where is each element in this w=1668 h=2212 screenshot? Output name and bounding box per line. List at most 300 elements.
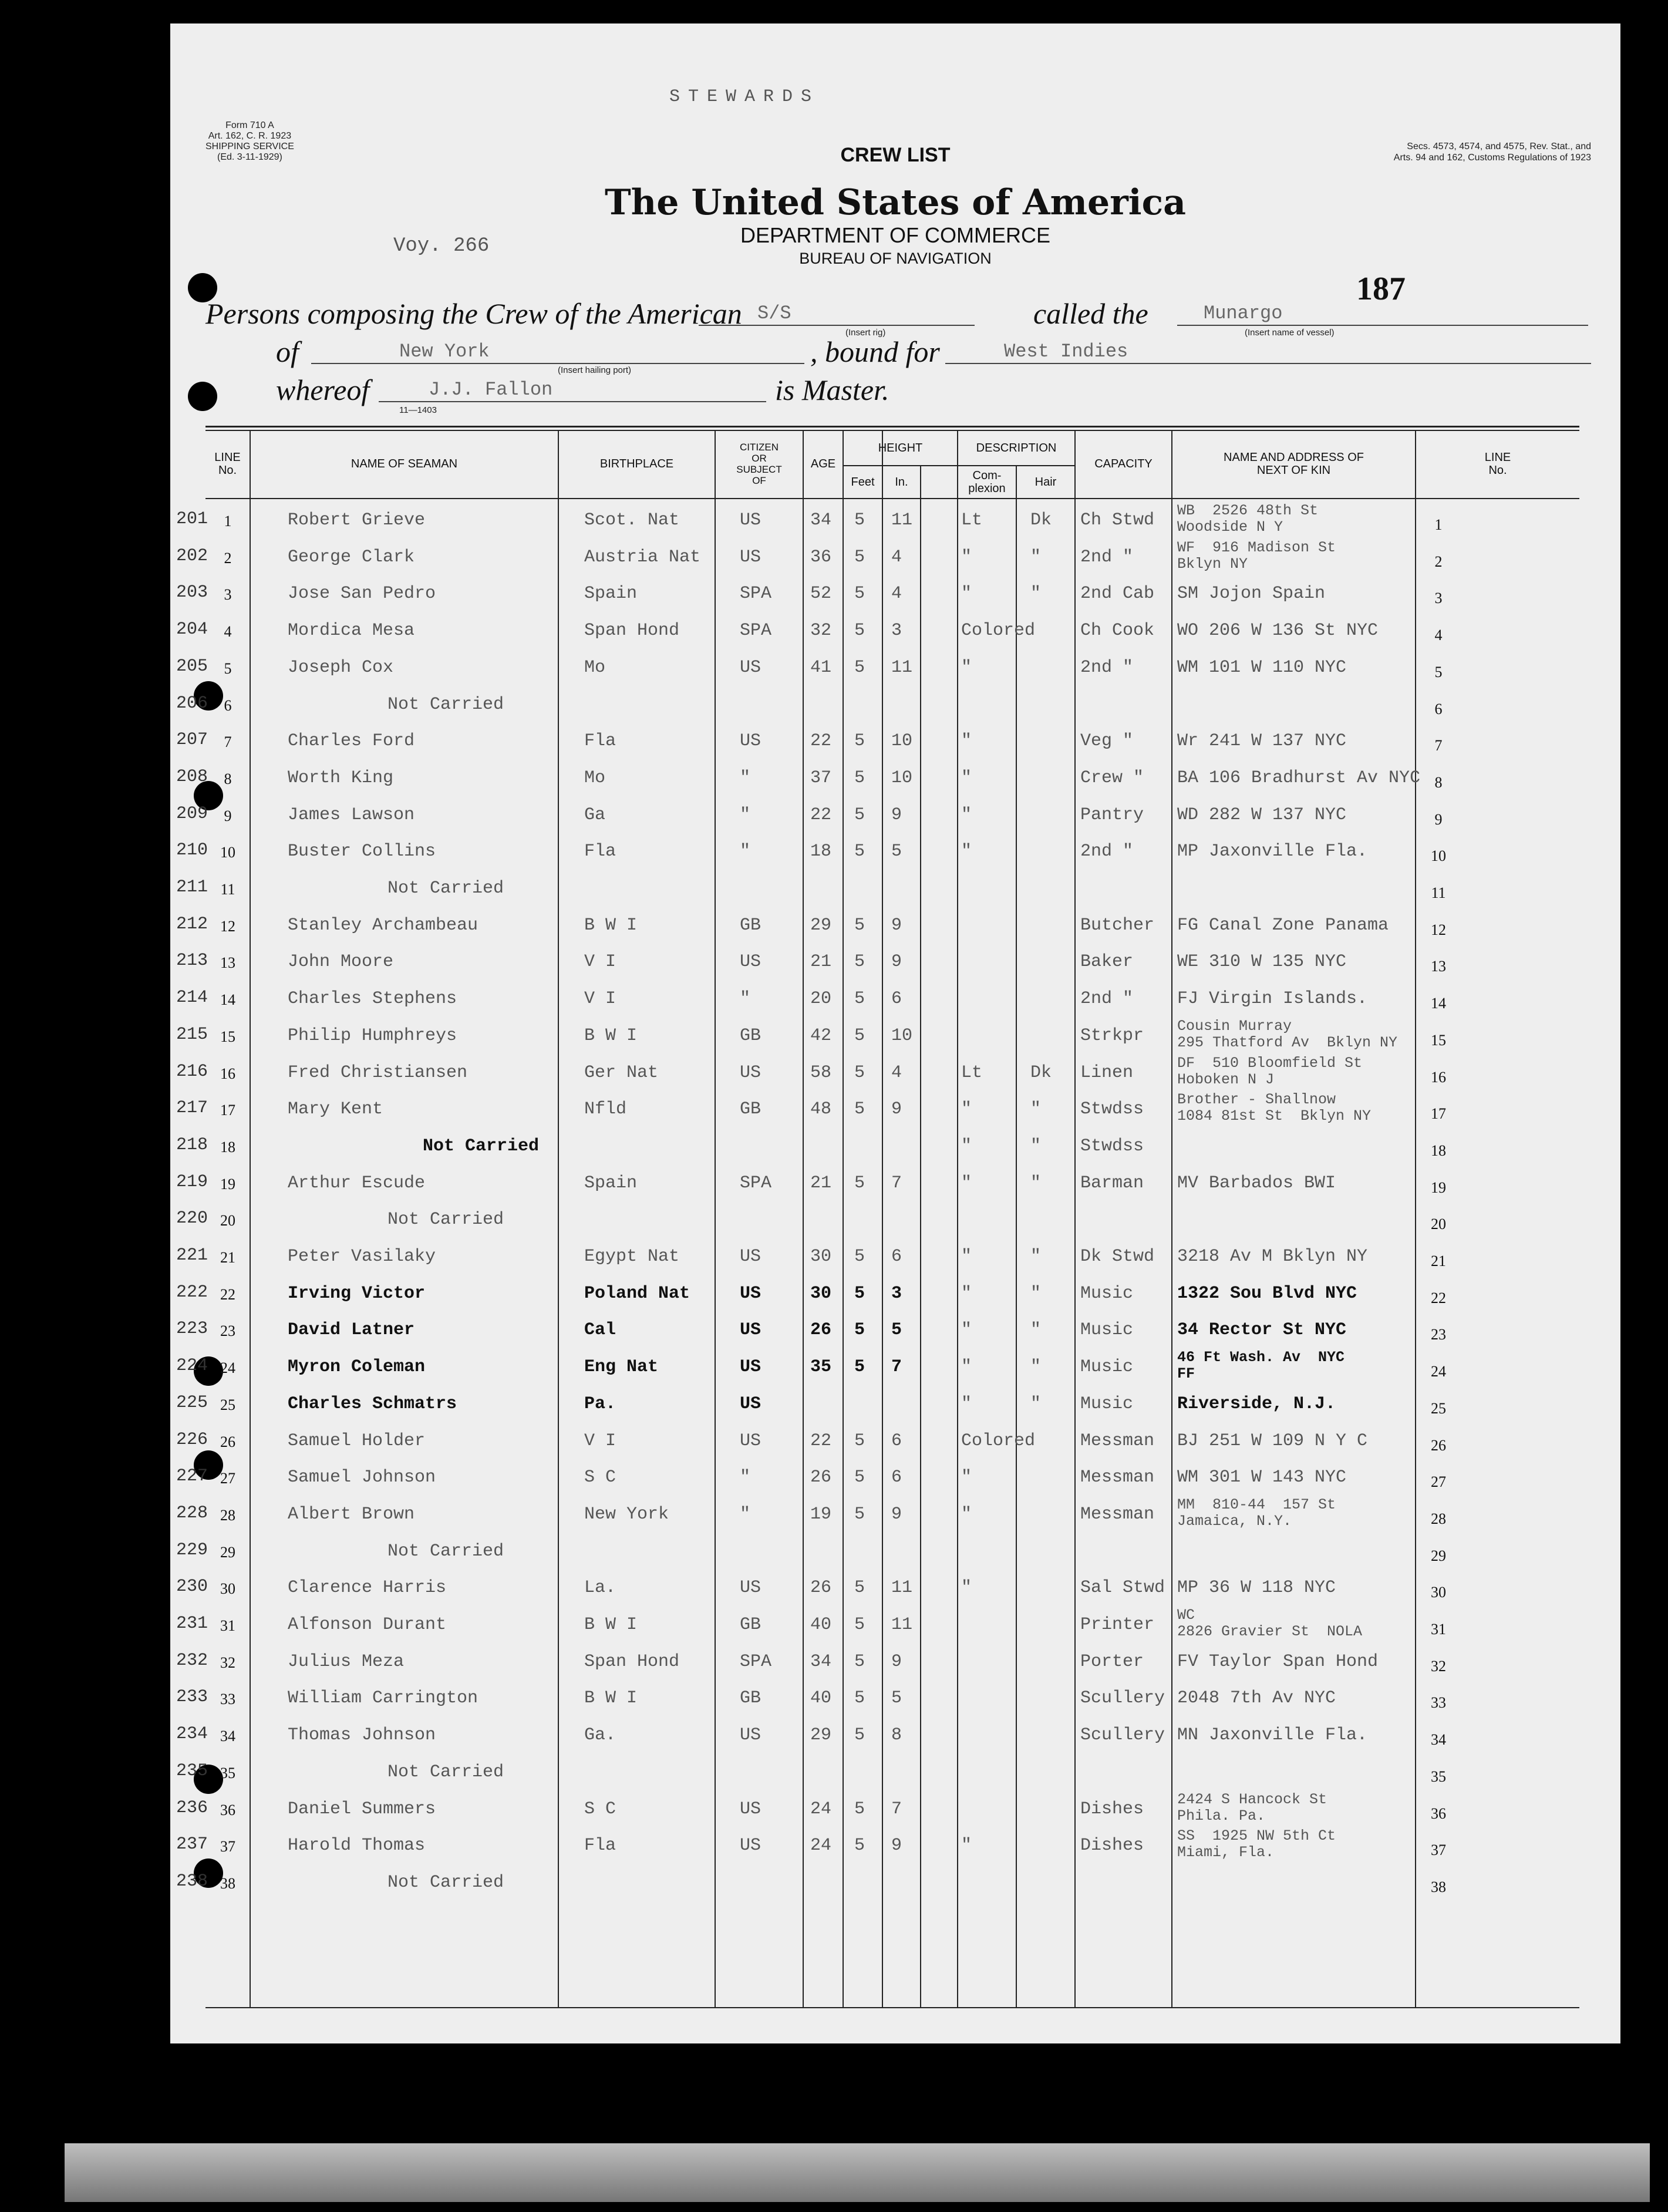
manuscript-number: 229 (176, 1540, 208, 1560)
complexion: " (961, 547, 972, 567)
complexion: " (961, 657, 972, 678)
line-number-right: 35 (1431, 1767, 1446, 1785)
capacity: Barman (1080, 1173, 1144, 1193)
manuscript-number: 207 (176, 730, 208, 750)
complexion: Lt (961, 1062, 983, 1083)
line-number: 17 (220, 1102, 235, 1119)
manuscript-number: 201 (176, 509, 208, 529)
line-number-right: 17 (1431, 1105, 1446, 1123)
manuscript-number: 209 (176, 803, 208, 824)
height-subheader-rule (843, 465, 957, 466)
next-of-kin: FV Taylor Span Hond (1177, 1651, 1379, 1672)
complexion: " (961, 1357, 972, 1378)
line-number-right: 7 (1434, 737, 1443, 755)
col-line-no-right: LINE No. (1484, 451, 1511, 477)
height-feet: 5 (854, 731, 865, 752)
manuscript-number: 216 (176, 1061, 208, 1082)
line-number: 2 (224, 549, 232, 567)
manuscript-number: 214 (176, 988, 208, 1008)
stewards-mark: STEWARDS (669, 87, 820, 107)
manuscript-number: 233 (176, 1687, 208, 1708)
age: 30 (810, 1283, 832, 1304)
line-number: 15 (220, 1028, 235, 1045)
height-inches: 10 (891, 731, 913, 752)
birthplace: V I (584, 952, 616, 972)
column-rule (558, 430, 559, 2008)
birthplace: Mo (584, 767, 606, 788)
col-citizen: CITIZEN OR SUBJECT OF (736, 442, 782, 486)
column-rule (1415, 430, 1416, 2008)
capacity: Stwdss (1080, 1099, 1144, 1120)
seaman-name: Not Carried (387, 878, 504, 898)
capacity: Printer (1080, 1615, 1155, 1635)
label-bound: , bound for (810, 335, 940, 368)
manuscript-number: 220 (176, 1208, 208, 1229)
line-number: 5 (224, 659, 232, 677)
line-number: 9 (224, 807, 232, 824)
next-of-kin: SM Jojon Spain (1177, 584, 1326, 604)
complexion: " (961, 1393, 972, 1414)
next-of-kin: WO 206 W 136 St NYC (1177, 621, 1379, 641)
age: 21 (810, 952, 832, 972)
seaman-name: Thomas Johnson (288, 1725, 436, 1746)
height-feet: 5 (854, 1357, 865, 1378)
next-of-kin: WD 282 W 137 NYC (1177, 804, 1347, 825)
line-number: 33 (220, 1691, 235, 1708)
height-inches: 4 (891, 1062, 902, 1083)
voyage-number: Voy. 266 (393, 235, 490, 257)
birthplace: Ger Nat (584, 1062, 659, 1083)
seaman-name: Robert Grieve (288, 510, 426, 530)
seaman-name: Harold Thomas (288, 1836, 426, 1856)
citizenship: US (740, 731, 761, 752)
height-feet: 5 (854, 1799, 865, 1819)
crew-list-page (170, 23, 1620, 2043)
hair: " (1030, 1357, 1042, 1378)
next-of-kin: MM 810-44 157 St Jamaica, N.Y. (1177, 1496, 1336, 1530)
col-birthplace: BIRTHPLACE (599, 457, 674, 470)
hair: " (1030, 1283, 1042, 1304)
line-number-right: 16 (1431, 1068, 1446, 1086)
line-number: 34 (220, 1728, 235, 1745)
seaman-name: Arthur Escude (288, 1173, 426, 1193)
seaman-name: Jose San Pedro (288, 584, 436, 604)
birthplace: Span Hond (584, 621, 680, 641)
height-feet: 5 (854, 1283, 865, 1304)
citizenship: US (740, 1578, 761, 1598)
next-of-kin: WF 916 Madison St Bklyn NY (1177, 538, 1336, 573)
seaman-name: Worth King (288, 767, 394, 788)
capacity: Music (1080, 1320, 1134, 1341)
height-inches: 11 (891, 657, 913, 678)
line-number: 36 (220, 1801, 235, 1819)
citizenship: US (740, 1357, 761, 1378)
line-number-right: 8 (1434, 773, 1443, 791)
birthplace: Mo (584, 657, 606, 678)
manuscript-number: 208 (176, 766, 208, 787)
manuscript-number: 221 (176, 1245, 208, 1265)
table-bottom-rule (205, 2007, 1579, 2008)
age: 48 (810, 1099, 832, 1120)
seaman-name: Irving Victor (288, 1283, 426, 1304)
next-of-kin: WE 310 W 135 NYC (1177, 952, 1347, 972)
hair: " (1030, 1136, 1042, 1156)
line-number-right: 24 (1431, 1363, 1446, 1381)
line-number: 13 (220, 954, 235, 972)
line-number: 20 (220, 1212, 235, 1230)
citizenship: " (740, 989, 751, 1009)
age: 36 (810, 547, 832, 567)
manuscript-number: 225 (176, 1392, 208, 1413)
next-of-kin: MP Jaxonville Fla. (1177, 841, 1368, 862)
capacity: Messman (1080, 1467, 1155, 1488)
height-feet: 5 (854, 1651, 865, 1672)
height-inches: 4 (891, 584, 902, 604)
complexion: " (961, 1467, 972, 1488)
capacity: Dishes (1080, 1836, 1144, 1856)
vessel-rig: S/S (757, 302, 791, 324)
label-master: is Master. (775, 373, 889, 406)
country-heading: The United States of America (604, 182, 1187, 223)
height-feet: 5 (854, 1688, 865, 1709)
birthplace: La. (584, 1578, 616, 1598)
birthplace: B W I (584, 1688, 638, 1709)
line-number: 16 (220, 1065, 235, 1082)
height-inches: 7 (891, 1799, 902, 1819)
complexion: Colored (961, 1430, 1036, 1451)
line-number-right: 22 (1431, 1289, 1446, 1307)
label-called: called the (1033, 297, 1148, 330)
line-number: 8 (224, 770, 232, 787)
line-number-right: 5 (1434, 663, 1443, 681)
citizenship: GB (740, 1615, 761, 1635)
seaman-name: Not Carried (387, 1872, 504, 1893)
manuscript-number: 213 (176, 951, 208, 971)
birthplace: S C (584, 1467, 616, 1488)
height-inches: 3 (891, 621, 902, 641)
height-feet: 5 (854, 1173, 865, 1193)
col-line-no: LINE No. (214, 451, 241, 477)
capacity: Music (1080, 1393, 1134, 1414)
manuscript-number: 232 (176, 1650, 208, 1671)
line-number: 7 (224, 733, 232, 751)
manuscript-number: 219 (176, 1171, 208, 1192)
column-rule (1074, 430, 1076, 2008)
age: 34 (810, 1651, 832, 1672)
birthplace: B W I (584, 1025, 638, 1046)
line-number-right: 11 (1431, 884, 1446, 901)
line-number: 14 (220, 991, 235, 1009)
capacity: Scullery (1080, 1725, 1165, 1746)
next-of-kin: MN Jaxonville Fla. (1177, 1725, 1368, 1746)
manuscript-number: 237 (176, 1834, 208, 1855)
seaman-name: Not Carried (387, 694, 504, 715)
height-feet: 5 (854, 1467, 865, 1488)
col-complexion: Com- plexion (968, 469, 1006, 495)
next-of-kin: 1322 Sou Blvd NYC (1177, 1283, 1357, 1304)
master-underline (379, 401, 766, 402)
next-of-kin: BA 106 Bradhurst Av NYC (1177, 767, 1421, 788)
height-inches: 9 (891, 915, 902, 935)
manuscript-number: 212 (176, 914, 208, 934)
seaman-name: Clarence Harris (288, 1578, 447, 1598)
capacity: Sal Stwd (1080, 1578, 1165, 1598)
height-feet: 5 (854, 1247, 865, 1267)
complexion: " (961, 804, 972, 825)
capacity: Messman (1080, 1430, 1155, 1451)
line-number-right: 23 (1431, 1326, 1446, 1344)
age: 22 (810, 1430, 832, 1451)
next-of-kin: 34 Rector St NYC (1177, 1320, 1347, 1341)
hair: " (1030, 1173, 1042, 1193)
height-feet: 5 (854, 510, 865, 530)
complexion: " (961, 767, 972, 788)
line-number: 6 (224, 696, 232, 714)
age: 26 (810, 1578, 832, 1598)
seaman-name: Charles Stephens (288, 989, 457, 1009)
next-of-kin: FG Canal Zone Panama (1177, 915, 1389, 935)
bureau-heading: BUREAU OF NAVIGATION (799, 250, 992, 267)
citizenship: SPA (740, 584, 772, 604)
height-inches: 9 (891, 1099, 902, 1120)
next-of-kin: 2424 S Hancock St Phila. Pa. (1177, 1790, 1327, 1824)
line-number: 10 (220, 844, 235, 861)
next-of-kin: WM 301 W 143 NYC (1177, 1467, 1347, 1488)
complexion: " (961, 1283, 972, 1304)
citizenship: US (740, 657, 761, 678)
citizenship: " (740, 1504, 751, 1524)
line-number: 27 (220, 1470, 235, 1487)
height-inches: 9 (891, 1836, 902, 1856)
line-number: 38 (220, 1874, 235, 1892)
birthplace: Spain (584, 1173, 638, 1193)
column-rule (715, 430, 716, 2008)
line-number: 26 (220, 1433, 235, 1450)
line-number: 37 (220, 1838, 235, 1856)
line-number-right: 1 (1434, 516, 1443, 533)
line-number-right: 29 (1431, 1547, 1446, 1564)
capacity: 2nd " (1080, 547, 1134, 567)
col-hair: Hair (1035, 476, 1057, 489)
citizenship: US (740, 1836, 761, 1856)
line-number-right: 9 (1434, 810, 1443, 828)
seaman-name: Samuel Johnson (288, 1467, 436, 1488)
complexion: " (961, 1099, 972, 1120)
seaman-name: Fred Christiansen (288, 1062, 468, 1083)
label-of: of (276, 335, 299, 368)
department-heading: DEPARTMENT OF COMMERCE (740, 223, 1051, 247)
hair: " (1030, 1320, 1042, 1341)
age: 20 (810, 989, 832, 1009)
port-hint: (Insert hailing port) (558, 365, 632, 375)
col-capacity: CAPACITY (1094, 457, 1153, 470)
manuscript-number: 231 (176, 1614, 208, 1634)
height-feet: 5 (854, 804, 865, 825)
citizenship: US (740, 547, 761, 567)
column-rule (920, 465, 921, 2008)
vessel-name-hint: (Insert name of vessel) (1245, 328, 1335, 338)
table-header-rule (205, 498, 1579, 499)
next-of-kin: 2048 7th Av NYC (1177, 1688, 1336, 1709)
hair: " (1030, 584, 1042, 604)
line-number-right: 30 (1431, 1584, 1446, 1601)
column-rule (250, 430, 251, 2008)
seaman-name: Not Carried (387, 1762, 504, 1782)
manuscript-number: 217 (176, 1098, 208, 1119)
next-of-kin: MV Barbados BWI (1177, 1173, 1336, 1193)
seaman-name: William Carrington (288, 1688, 479, 1709)
height-inches: 5 (891, 841, 902, 862)
citizenship: GB (740, 1099, 761, 1120)
citizenship: US (740, 1799, 761, 1819)
height-feet: 5 (854, 915, 865, 935)
hair: " (1030, 1393, 1042, 1414)
height-inches: 9 (891, 1651, 902, 1672)
seaman-name: Peter Vasilaky (288, 1247, 436, 1267)
line-number-right: 38 (1431, 1878, 1446, 1895)
next-of-kin: 46 Ft Wash. Av NYC FF (1177, 1349, 1345, 1383)
citizenship: GB (740, 1025, 761, 1046)
height-feet: 5 (854, 547, 865, 567)
complexion: " (961, 841, 972, 862)
citizenship: US (740, 1320, 761, 1341)
height-inches: 11 (891, 1578, 913, 1598)
next-of-kin: Cousin Murray 295 Thatford Av Bklyn NY (1177, 1017, 1398, 1051)
complexion: Lt (961, 510, 983, 530)
birthplace: Fla (584, 1836, 616, 1856)
line-number-right: 6 (1434, 700, 1443, 718)
scan-background-strip (65, 2143, 1650, 2202)
capacity: Butcher (1080, 915, 1155, 935)
next-of-kin: WM 101 W 110 NYC (1177, 657, 1347, 678)
seaman-name: Mary Kent (288, 1099, 383, 1120)
print-code: 11—1403 (399, 405, 437, 415)
height-inches: 6 (891, 1430, 902, 1451)
label-whereof: whereof (276, 373, 370, 406)
citizenship: US (740, 1393, 761, 1414)
destination-underline (945, 363, 1591, 364)
birthplace: Nfld (584, 1099, 627, 1120)
line-number: 19 (220, 1175, 235, 1193)
line-number: 4 (224, 623, 232, 641)
column-rule (843, 430, 844, 2008)
birthplace: Spain (584, 584, 638, 604)
seaman-name: David Latner (288, 1320, 415, 1341)
height-feet: 5 (854, 767, 865, 788)
form-title: CREW LIST (840, 144, 951, 166)
next-of-kin: WB 2526 48th St Woodside N Y (1177, 502, 1319, 536)
manuscript-number: 236 (176, 1797, 208, 1818)
complexion: " (961, 1578, 972, 1598)
birthplace: V I (584, 989, 616, 1009)
seaman-name: James Lawson (288, 804, 415, 825)
seaman-name: Stanley Archambeau (288, 915, 479, 935)
birthplace: Ga (584, 804, 606, 825)
age: 37 (810, 767, 832, 788)
line-number-right: 2 (1434, 553, 1443, 570)
seaman-name: Not Carried (387, 1210, 504, 1230)
label-persons: Persons composing the Crew of the American (205, 297, 742, 330)
manuscript-number: 223 (176, 1319, 208, 1339)
seaman-name: Albert Brown (288, 1504, 415, 1524)
capacity: Strkpr (1080, 1025, 1144, 1046)
citizenship: " (740, 1467, 751, 1488)
seaman-name: Charles Ford (288, 731, 415, 752)
line-number-right: 36 (1431, 1804, 1446, 1822)
birthplace: Scot. Nat (584, 510, 680, 530)
capacity: Scullery (1080, 1688, 1165, 1709)
line-number: 31 (220, 1617, 235, 1634)
complexion: " (961, 1136, 972, 1156)
capacity: Music (1080, 1283, 1134, 1304)
vessel-name: Munargo (1204, 302, 1283, 324)
capacity: Crew " (1080, 767, 1144, 788)
capacity: 2nd " (1080, 989, 1134, 1009)
rig-underline (699, 325, 975, 326)
manuscript-number: 230 (176, 1577, 208, 1597)
complexion: " (961, 1320, 972, 1341)
citizenship: US (740, 1247, 761, 1267)
height-inches: 10 (891, 767, 913, 788)
line-number-right: 32 (1431, 1657, 1446, 1675)
height-feet: 5 (854, 621, 865, 641)
age: 29 (810, 1725, 832, 1746)
birthplace: Eng Nat (584, 1357, 659, 1378)
line-number-right: 19 (1431, 1179, 1446, 1196)
height-inches: 5 (891, 1320, 902, 1341)
seaman-name: Not Carried (387, 1541, 504, 1561)
col-description: DESCRIPTION (976, 442, 1057, 454)
birthplace: Egypt Nat (584, 1247, 680, 1267)
height-inches: 9 (891, 804, 902, 825)
capacity: Baker (1080, 952, 1134, 972)
column-rule (1171, 430, 1172, 2008)
destination: West Indies (1004, 341, 1128, 362)
seaman-name: George Clark (288, 547, 415, 567)
next-of-kin: WC 2826 Gravier St NOLA (1177, 1607, 1363, 1640)
citizenship: GB (740, 1688, 761, 1709)
height-inches: 9 (891, 1504, 902, 1524)
height-inches: 5 (891, 1688, 902, 1709)
complexion: Colored (961, 621, 1036, 641)
line-number: 3 (224, 586, 232, 604)
next-of-kin: DF 510 Bloomfield St Hoboken N J (1177, 1054, 1363, 1088)
next-of-kin: Riverside, N.J. (1177, 1393, 1336, 1414)
line-number: 21 (220, 1249, 235, 1266)
capacity: 2nd " (1080, 841, 1134, 862)
capacity: Porter (1080, 1651, 1144, 1672)
line-number-right: 25 (1431, 1399, 1446, 1417)
citizenship: US (740, 1062, 761, 1083)
citizenship: US (740, 952, 761, 972)
manuscript-number: 234 (176, 1724, 208, 1745)
line-number: 32 (220, 1654, 235, 1671)
line-number: 18 (220, 1138, 235, 1156)
line-number-right: 27 (1431, 1473, 1446, 1491)
height-inches: 4 (891, 547, 902, 567)
next-of-kin: FJ Virgin Islands. (1177, 989, 1368, 1009)
manuscript-number: 215 (176, 1024, 208, 1045)
age: 52 (810, 584, 832, 604)
col-feet: Feet (851, 476, 875, 489)
age: 30 (810, 1247, 832, 1267)
hair: " (1030, 1099, 1042, 1120)
height-feet: 5 (854, 989, 865, 1009)
age: 19 (810, 1504, 832, 1524)
line-number: 24 (220, 1359, 235, 1377)
form-id: Form 710 A Art. 162, C. R. 1923 SHIPPING SERVICE (Ed. 3-11-1929) (205, 120, 294, 162)
birthplace: B W I (584, 915, 638, 935)
